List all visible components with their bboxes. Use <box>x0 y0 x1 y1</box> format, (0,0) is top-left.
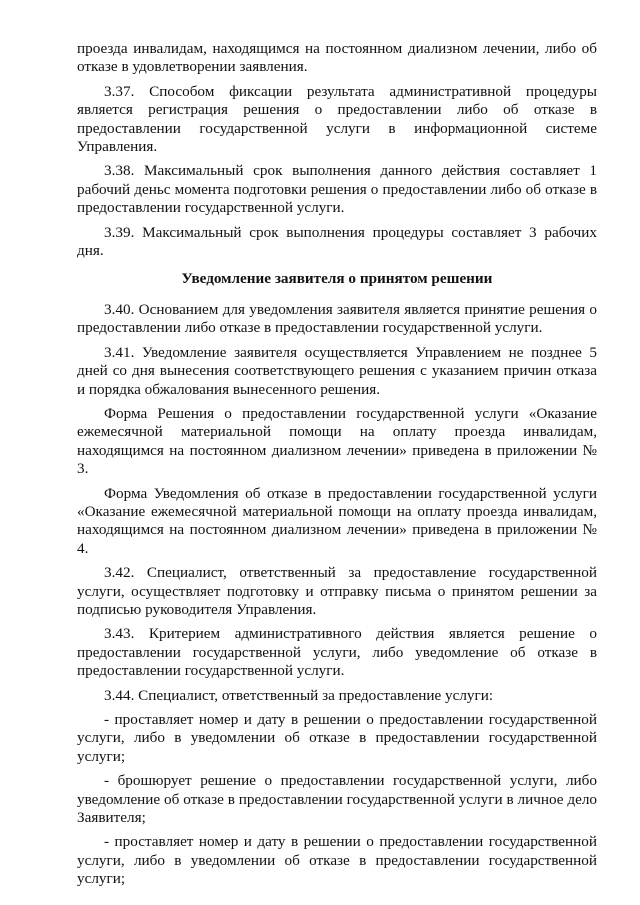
paragraph-3-38: 3.38. Максимальный срок выполнения данного действия составляет 1 рабочий деньс момента подготовки решения о предоставлении либо об отказе в предоставлении государственной услуги. <box>77 162 597 217</box>
paragraph-3-43: 3.43. Критерием административного действия является решение о предоставлении государственной услуги, либо уведомление об отказе в предоставлении государственной услуги. <box>77 625 597 680</box>
paragraphs-bottom <box>77 301 597 889</box>
paragraphs-top <box>77 40 597 260</box>
list-item-number-date-repeat: - проставляет номер и дату в решении о предоставлении государственной услуги, либо в уведомлении об отказе в предоставлении государственной услуги; <box>77 833 597 888</box>
paragraph-3-39: 3.39. Максимальный срок выполнения процедуры составляет 3 рабочих дня. <box>77 223 597 260</box>
paragraph-3-41: 3.41. Уведомление заявителя осуществляется Управлением не позднее 5 дней со дня вынесения соответствующего решения с указанием причин отказа и порядка обжалования вынесенного решения. <box>77 343 597 398</box>
paragraph-decision-form: Форма Решения о предоставлении государственной услуги «Оказание ежемесячной материальной помощи на оплату проезда инвалидам, находящимся на постоянном диализном лечении» приведена в приложении № 3. <box>77 404 597 478</box>
paragraph-3-44: 3.44. Специалист, ответственный за предоставление услуги: <box>104 686 494 704</box>
list-item-binding: - брошюрует решение о предоставлении государственной услуги, либо уведомление об отказе в предоставлении государственной услуги в личное дело Заявителя; <box>77 772 597 827</box>
paragraph-3-40: 3.40. Основанием для уведомления заявителя является принятие решения о предоставлении либо отказе в предоставлении государственной услуги. <box>77 300 597 337</box>
paragraph-3-37: 3.37. Способом фиксации результата административной процедуры является регистрация решения о предоставлении либо об отказе в предоставлении государственной услуги в информационной системе Управления. <box>77 82 597 156</box>
paragraph-continuation: проезда инвалидам, находящимся на постоянном диализном лечении, либо об отказе в удовлетворении заявления. <box>77 40 597 76</box>
paragraph-refusal-form: Форма Уведомления об отказе в предоставлении государственной услуги «Оказание ежемесячной материальной помощи на оплату проезда инвалидам, находящимся на постоянном диализном лечении» приведена в приложении № 4. <box>77 484 597 557</box>
paragraph-3-42: 3.42. Специалист, ответственный за предоставление государственной услуги, осуществляет подготовку и отправку письма о принятом решении за подписью руководителя Управления. <box>77 564 597 618</box>
list-item-number-date: - проставляет номер и дату в решении о предоставлении государственной услуги, либо в уведомлении об отказе в предоставлении государственной услуги; <box>77 711 597 765</box>
document-page <box>77 40 597 895</box>
section-heading: Уведомление заявителя о принятом решении <box>181 270 493 288</box>
